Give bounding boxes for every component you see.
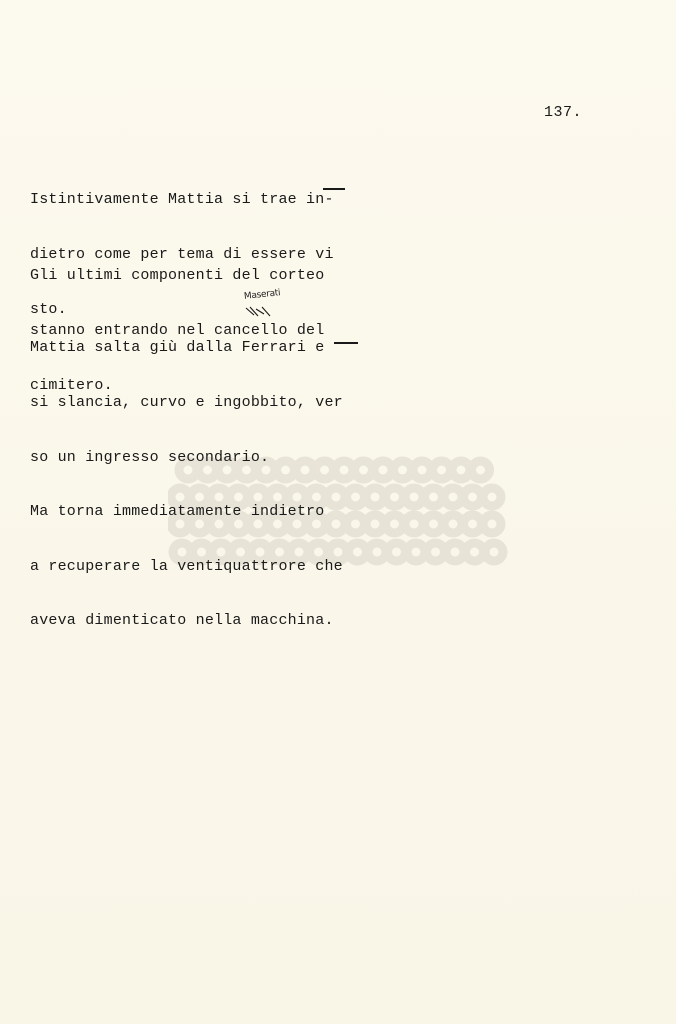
watermark-rosette [388,543,406,561]
paragraph-line: cimitero. [30,376,113,394]
watermark-rosette [472,461,490,479]
underline-mark [323,188,345,190]
watermark-rosette [485,543,503,561]
watermark-rosette [444,515,462,533]
watermark-rosette [466,543,484,561]
watermark-rosette [405,515,423,533]
paragraph-line: Istintivamente Mattia si trae in- [30,191,334,209]
paragraph-line: Mattia salta giù dalla Ferrari e [30,339,325,357]
watermark-rosette [405,488,423,506]
watermark-rosette [427,543,445,561]
paragraph-line: a recuperare la ventiquattrore che [30,557,343,575]
page-number: 137. [544,104,583,121]
watermark-rosette [407,543,425,561]
paragraph-line: si slancia, curvo e ingobbito, ver [30,394,343,411]
watermark-rosette [446,543,464,561]
paragraph-3 [30,300,390,667]
watermark-rosette [452,461,470,479]
paragraph-line: dietro come per tema di essere vi [30,246,334,263]
watermark-rosette [483,515,501,533]
watermark-rosette [425,488,443,506]
watermark-rosette [483,488,501,506]
paragraph-line: aveva dimenticato nella macchina. [30,612,334,630]
strikethrough-mark [244,304,288,318]
handwritten-correction: Maserati [243,288,281,302]
watermark-rosette [433,461,451,479]
watermark-rosette [464,515,482,533]
paragraph-line: Gli ultimi componenti del corteo [30,267,325,285]
watermark-rosette [394,461,412,479]
paragraph-line: stanno entrando nel cancello del [30,322,325,339]
watermark-rosette [413,461,431,479]
paragraph-line: sto. [30,300,67,318]
watermark-rosette [444,488,462,506]
watermark-rosette [425,515,443,533]
paragraph-line: so un ingresso secondario. [30,448,270,466]
watermark-rosette [464,488,482,506]
underline-mark [334,342,358,344]
paragraph-line: Ma torna immediatamente indietro [30,503,325,521]
